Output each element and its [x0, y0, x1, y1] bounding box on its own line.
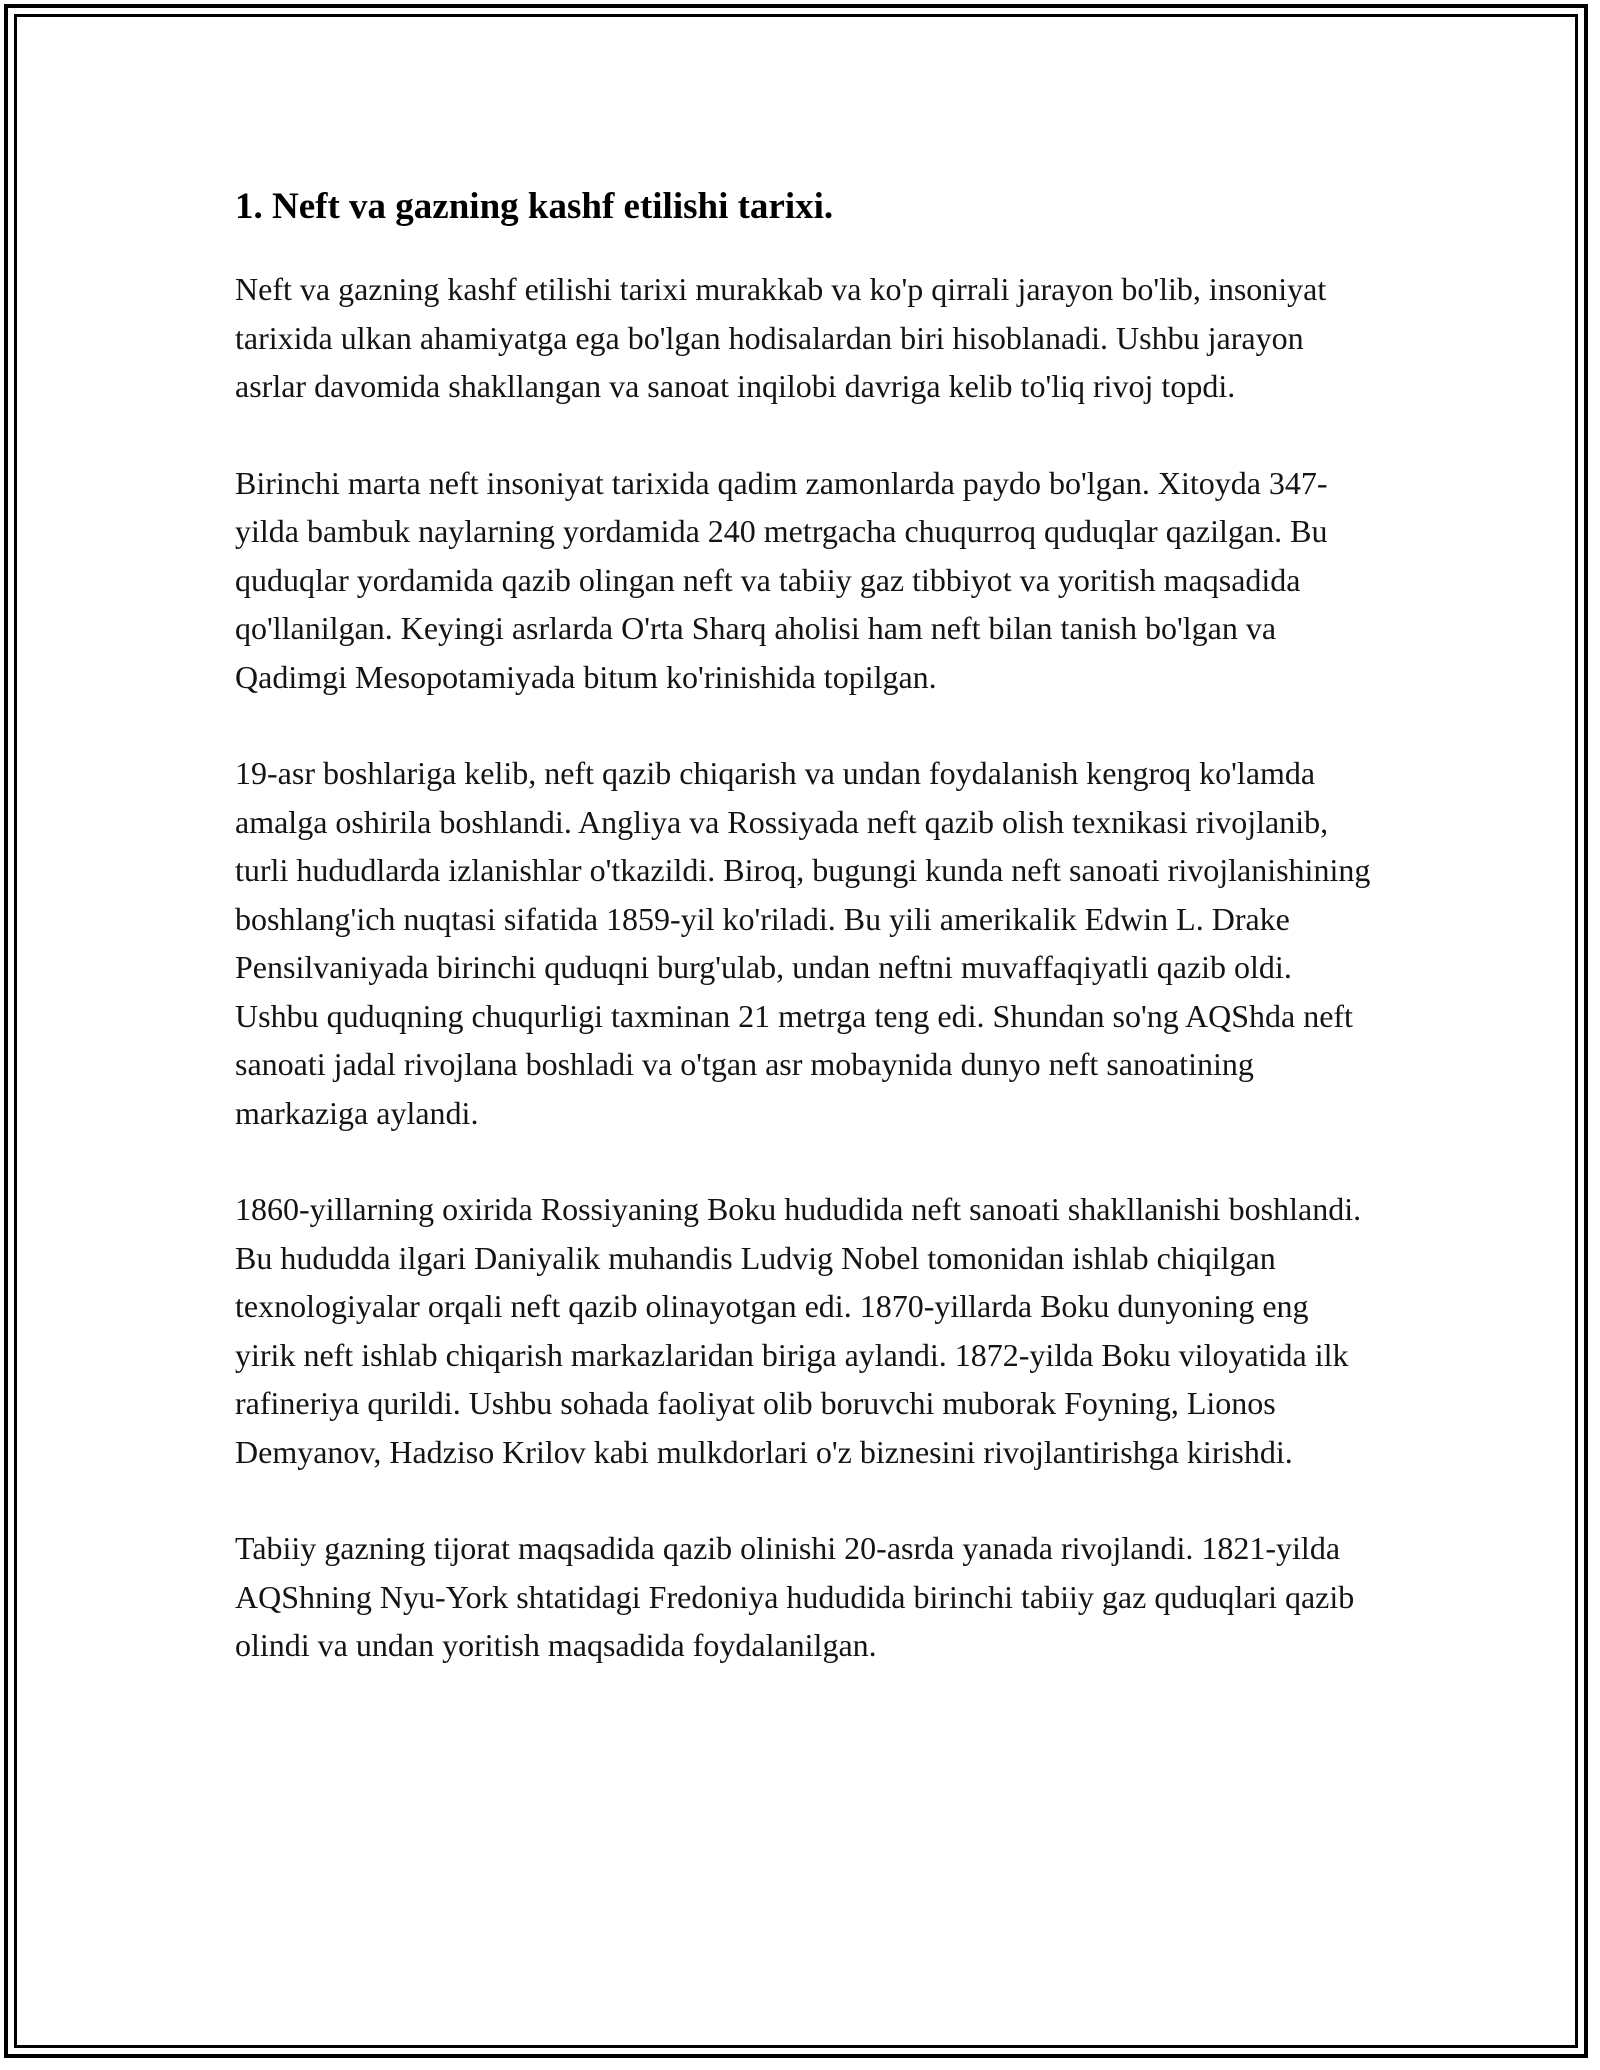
paragraph-baku: 1860-yillarning oxirida Rossiyaning Boku hududida neft sanoati shakllanishi boshlandi. Bu hududda ilgari Daniyalik muhandis Ludvig Nobel tomonidan ishlab chiqilgan texnologiyalar orqali neft qazib olinayotgan edi. 1870-yillarda Boku dunyoning eng yirik neft ishlab chiqarish markazlaridan biriga aylandi. 1872-yilda Boku viloyatida ilk rafineriya qurildi. Ushbu sohada faoliyat olib boruvchi muborak Foyning, Lionos Demyanov, Hadziso Krilov kabi mulkdorlari o'z biznesini rivojlantirishga kirishdi.: [235, 1191, 1362, 1470]
paragraph-19th-century: 19-asr boshlariga kelib, neft qazib chiqarish va undan foydalanish kengroq ko'lamda amalga oshirila boshlandi. Angliya va Rossiyada neft qazib olish texnikasi rivojlanib, turli hududlarda izlanishlar o'tkazildi. Biroq, bugungi kunda neft sanoati rivojlanishining boshlang'ich nuqtasi sifatida 1859-yil ko'riladi. Bu yili amerikalik Edwin L. Drake Pensilvaniyada birinchi quduqni burg'ulab, undan neftni muvaffaqiyatli qazib oldi. Ushbu quduqning chuqurligi taxminan 21 metrga teng edi. Shundan so'ng AQShda neft sanoati jadal rivojlana boshladi va o'tgan asr mobaynida dunyo neft sanoatining markaziga aylandi.: [235, 755, 1371, 1131]
paragraph-ancient-history: Birinchi marta neft insoniyat tarixida qadim zamonlarda paydo bo'lgan. Xitoyda 347-yilda bambuk naylarning yordamida 240 metrgacha chuqurroq quduqlar qazilgan. Bu quduqlar yordamida qazib olingan neft va tabiiy gaz tibbiyot va yoritish maqsadida qo'llanilgan. Keyingi asrlarda O'rta Sharq aholisi ham neft bilan tanish bo'lgan va Qadimgi Mesopotamiyada bitum ko'rinishida topilgan.: [235, 464, 1328, 695]
paragraph-natural-gas: Tabiiy gazning tijorat maqsadida qazib olinishi 20-asrda yanada rivojlandi. 1821-yilda AQShning Nyu-York shtatidagi Fredoniya hududida birinchi tabiiy gaz quduqlari qazib olindi va undan yoritish maqsadida foydalanilgan.: [235, 1530, 1355, 1663]
document-body: [235, 183, 1375, 1718]
document-title: 1. Neft va gazning kashf etilishi tarixi.: [235, 186, 834, 227]
paragraph-intro: Neft va gazning kashf etilishi tarixi murakkab va ko'p qirrali jarayon bo'lib, insoniyat tarixida ulkan ahamiyatga ega bo'lgan hodisalardan biri hisoblanadi. Ushbu jarayon asrlar davomida shakllangan va sanoat inqilobi davriga kelib to'liq rivoj topdi.: [235, 271, 1327, 404]
